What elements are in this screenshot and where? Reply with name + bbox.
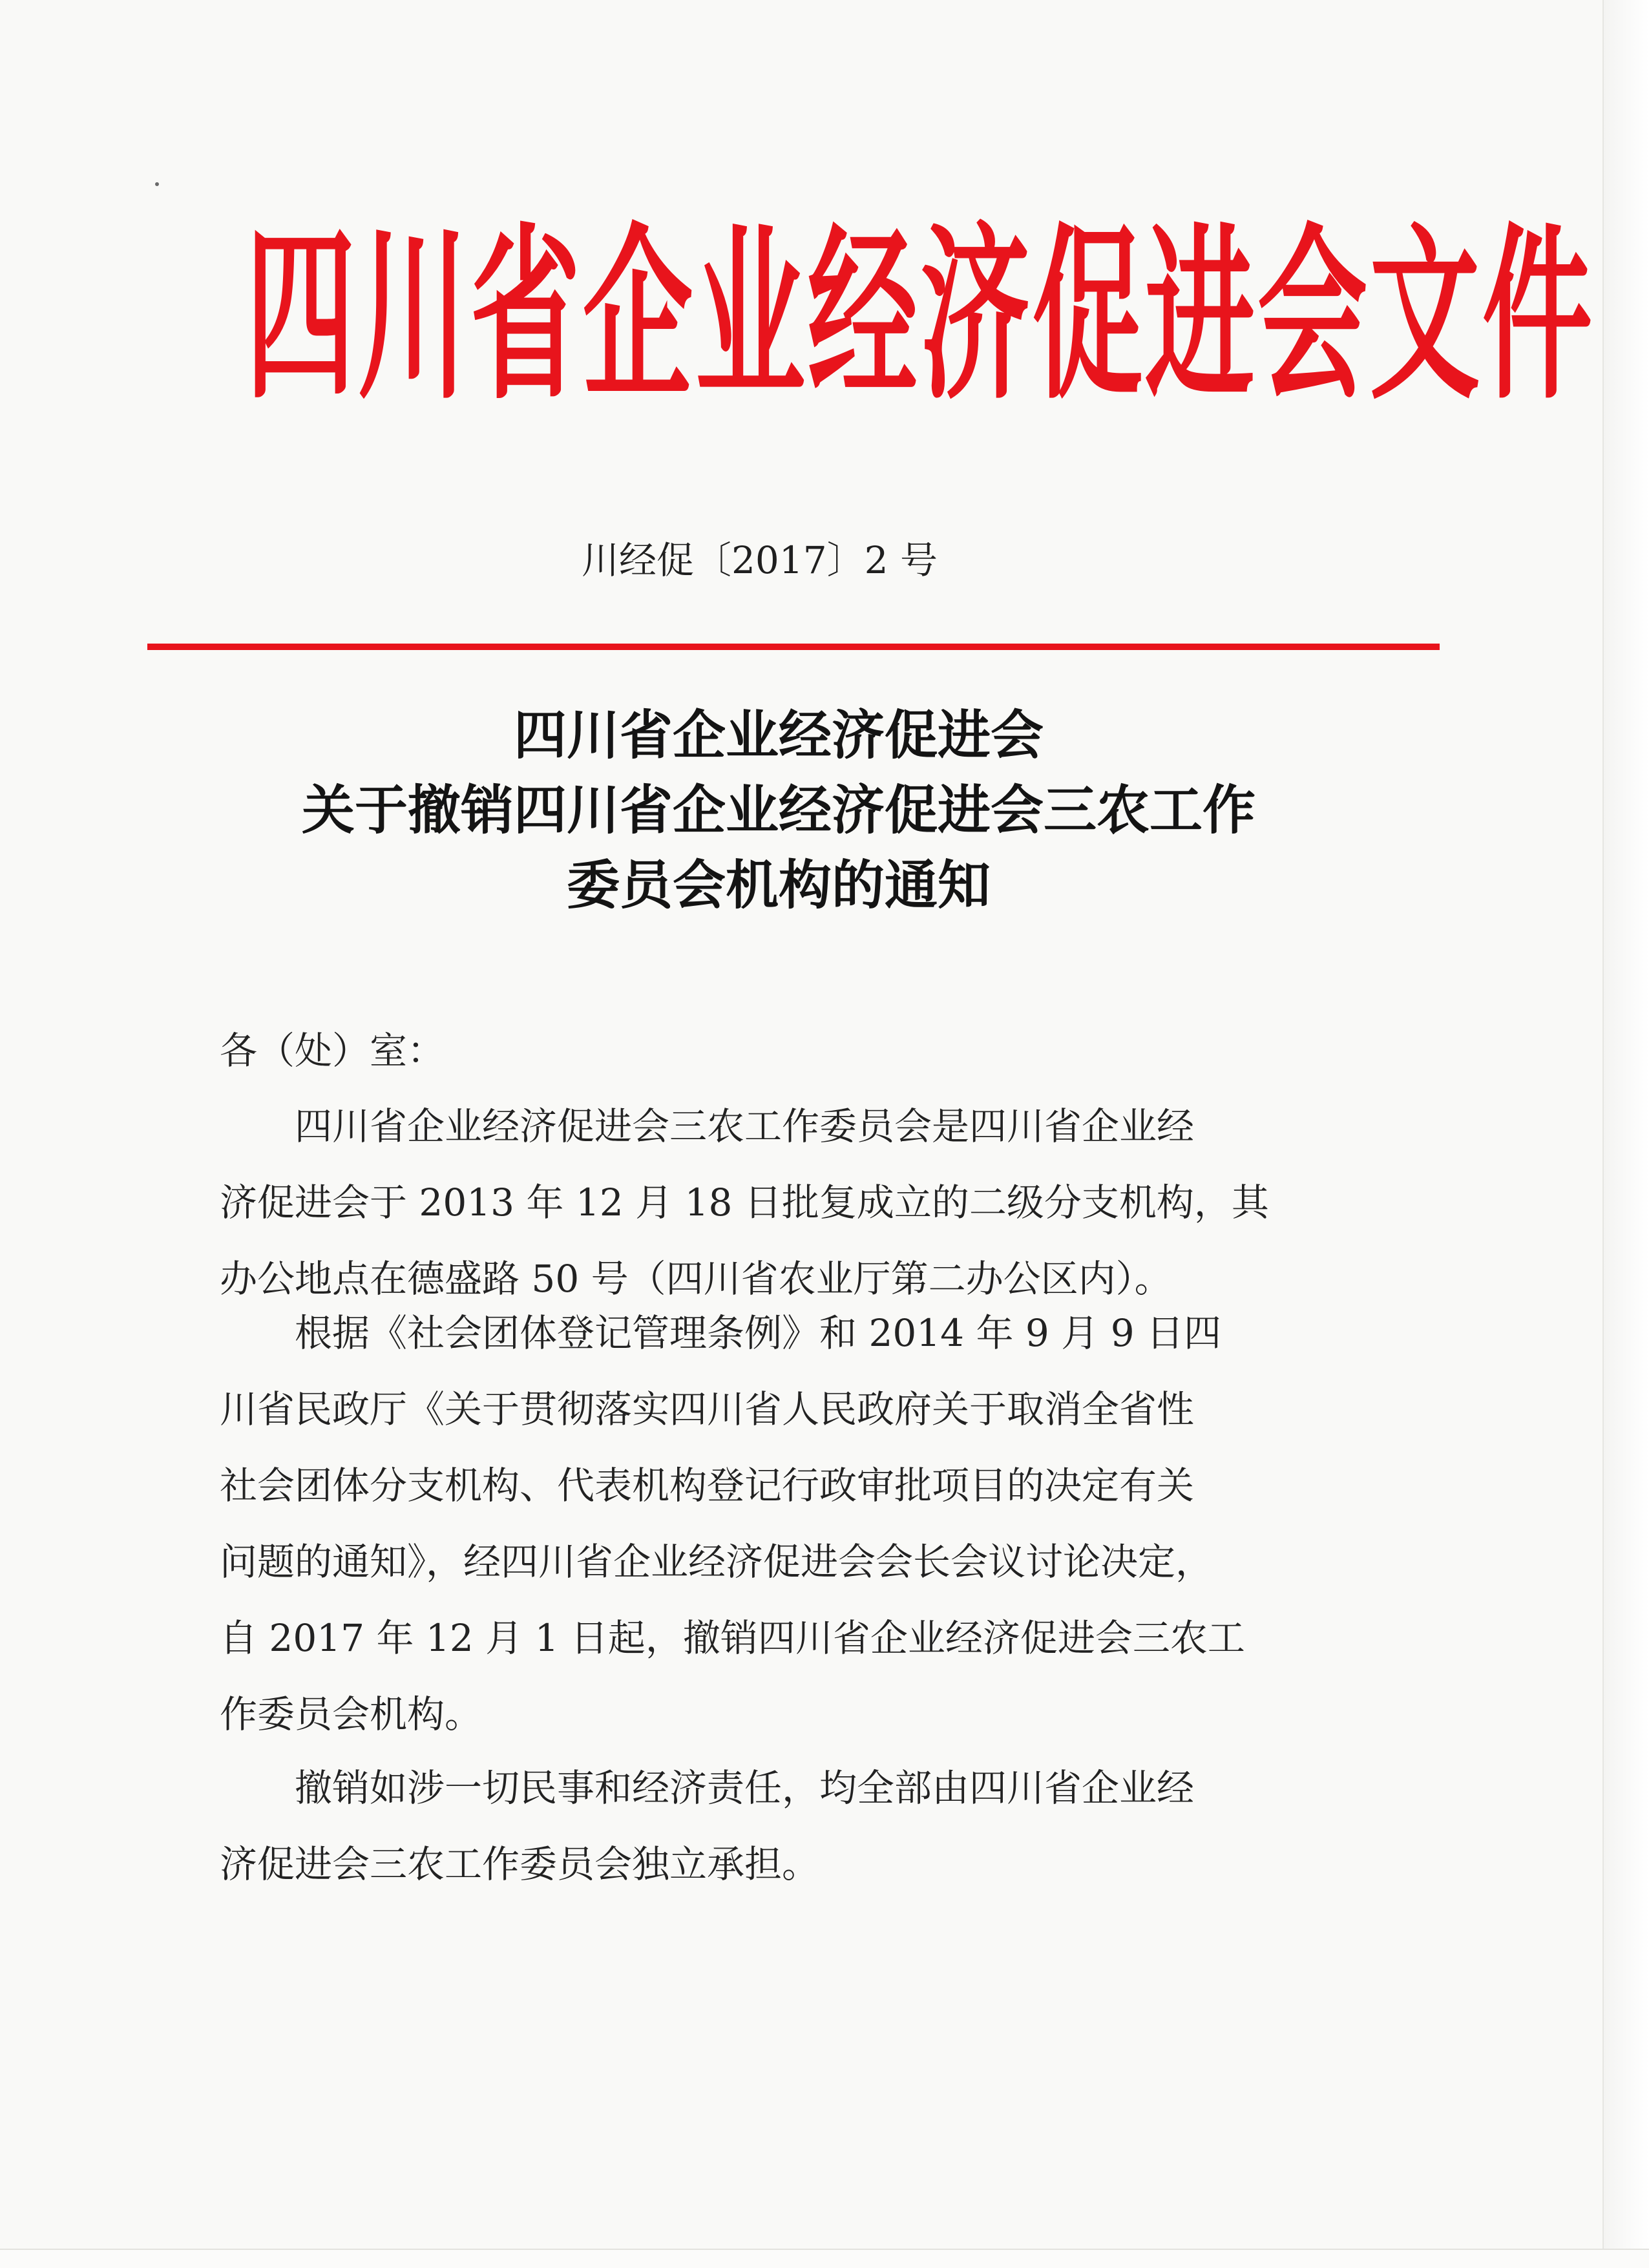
- scan-edge-right: [1602, 0, 1649, 2268]
- scan-speck: [155, 182, 159, 186]
- paragraph-line: 问题的通知》，经四川省企业经济促进会会长会议讨论决定，: [220, 1540, 1213, 1584]
- paragraph-line: 办公地点在德盛路 50 号（四川省农业厅第二办公区内）。: [220, 1257, 1172, 1301]
- body-paragraph-1: [220, 1088, 1331, 1317]
- paragraph-line: 济促进会三农工作委员会独立承担。: [220, 1842, 820, 1886]
- paragraph-line: 作委员会机构。: [220, 1692, 483, 1736]
- scan-edge-bottom: [0, 2249, 1649, 2268]
- paragraph-line: 川省民政厅《关于贯彻落实四川省人民政府关于取消全省性: [220, 1387, 1195, 1431]
- paragraph-line: 社会团体分支机构、代表机构登记行政审批项目的决定有关: [220, 1464, 1195, 1507]
- paragraph-line: 四川省企业经济促进会三农工作委员会是四川省企业经: [295, 1104, 1195, 1148]
- notice-title: [149, 698, 1409, 923]
- red-divider: [147, 644, 1440, 650]
- salutation: 各（处）室：: [220, 1029, 445, 1073]
- document-number: 川经促〔2017〕2 号: [582, 538, 938, 582]
- body-paragraph-3: [220, 1750, 1331, 1902]
- paragraph-line: 根据《社会团体登记管理条例》和 2014 年 9 月 9 日四: [295, 1311, 1222, 1355]
- body-paragraph-2: [220, 1295, 1331, 1752]
- notice-title-line-1: 四川省企业经济促进会: [513, 704, 1044, 766]
- notice-title-line-2: 关于撤销四川省企业经济促进会三农工作: [301, 779, 1255, 841]
- paragraph-line: 济促进会于 2013 年 12 月 18 日批复成立的二级分支机构，其: [220, 1181, 1269, 1224]
- paragraph-line: 自 2017 年 12 月 1 日起，撤销四川省企业经济促进会三农工: [220, 1616, 1245, 1660]
- notice-title-line-3: 委员会机构的通知: [566, 854, 991, 916]
- paragraph-line: 撤销如涉一切民事和经济责任，均全部由四川省企业经: [295, 1766, 1195, 1810]
- letterhead-title: 四川省企业经济促进会文件: [246, 207, 1595, 426]
